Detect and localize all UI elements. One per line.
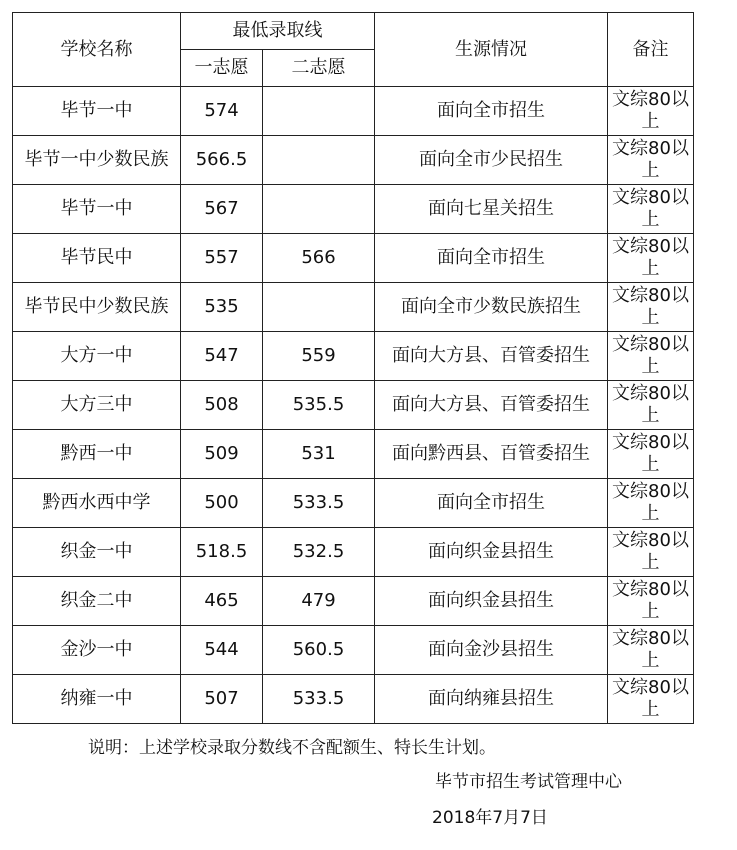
table-row — [13, 283, 694, 332]
table-row — [13, 185, 694, 234]
second-choice-cell — [263, 87, 375, 136]
source-cell: 面向大方县、百管委招生 — [375, 332, 608, 381]
source-cell: 面向全市招生 — [375, 479, 608, 528]
table-row — [13, 626, 694, 675]
first-choice-cell: 535 — [181, 283, 263, 332]
school-cell: 大方一中 — [13, 332, 181, 381]
first-choice-cell: 574 — [181, 87, 263, 136]
school-cell: 毕节一中 — [13, 185, 181, 234]
first-choice-cell: 500 — [181, 479, 263, 528]
second-choice-cell: 566 — [263, 234, 375, 283]
first-choice-cell: 507 — [181, 675, 263, 724]
source-cell: 面向七星关招生 — [375, 185, 608, 234]
second-choice-cell — [263, 283, 375, 332]
remark-cell: 文综80以上 — [608, 136, 694, 185]
school-cell: 毕节一中 — [13, 87, 181, 136]
table-row — [13, 577, 694, 626]
issuer: 毕节市招生考试管理中心 — [435, 772, 622, 792]
first-choice-cell: 508 — [181, 381, 263, 430]
remark-cell: 文综80以上 — [608, 626, 694, 675]
header-remark: 备注 — [608, 13, 694, 87]
first-choice-cell: 544 — [181, 626, 263, 675]
source-cell: 面向全市招生 — [375, 87, 608, 136]
first-choice-cell: 567 — [181, 185, 263, 234]
source-cell: 面向纳雍县招生 — [375, 675, 608, 724]
remark-cell: 文综80以上 — [608, 332, 694, 381]
second-choice-cell: 535.5 — [263, 381, 375, 430]
source-cell: 面向大方县、百管委招生 — [375, 381, 608, 430]
remark-cell: 文综80以上 — [608, 479, 694, 528]
first-choice-cell: 566.5 — [181, 136, 263, 185]
school-cell: 金沙一中 — [13, 626, 181, 675]
table-row — [13, 332, 694, 381]
school-cell: 毕节一中少数民族 — [13, 136, 181, 185]
second-choice-cell: 533.5 — [263, 479, 375, 528]
table-row — [13, 234, 694, 283]
table-row — [13, 430, 694, 479]
first-choice-cell: 509 — [181, 430, 263, 479]
table-row — [13, 87, 694, 136]
second-choice-cell — [263, 136, 375, 185]
school-cell: 毕节民中 — [13, 234, 181, 283]
footnote: 说明：上述学校录取分数线不含配额生、特长生计划。 — [88, 738, 496, 758]
second-choice-cell: 479 — [263, 577, 375, 626]
school-cell: 织金二中 — [13, 577, 181, 626]
school-cell: 纳雍一中 — [13, 675, 181, 724]
remark-cell: 文综80以上 — [608, 430, 694, 479]
source-cell: 面向织金县招生 — [375, 577, 608, 626]
header-second-choice: 二志愿 — [263, 50, 375, 87]
admission-score-table — [12, 12, 694, 724]
header-source: 生源情况 — [375, 13, 608, 87]
source-cell: 面向全市少数民族招生 — [375, 283, 608, 332]
remark-cell: 文综80以上 — [608, 185, 694, 234]
first-choice-cell: 465 — [181, 577, 263, 626]
table-row — [13, 136, 694, 185]
source-cell: 面向金沙县招生 — [375, 626, 608, 675]
school-cell: 黔西水西中学 — [13, 479, 181, 528]
source-cell: 面向全市少民招生 — [375, 136, 608, 185]
remark-cell: 文综80以上 — [608, 381, 694, 430]
remark-cell: 文综80以上 — [608, 283, 694, 332]
second-choice-cell: 533.5 — [263, 675, 375, 724]
issue-date: 2018年7月7日 — [432, 808, 548, 828]
school-cell: 黔西一中 — [13, 430, 181, 479]
header-first-choice: 一志愿 — [181, 50, 263, 87]
first-choice-cell: 547 — [181, 332, 263, 381]
second-choice-cell: 531 — [263, 430, 375, 479]
first-choice-cell: 518.5 — [181, 528, 263, 577]
table-row — [13, 528, 694, 577]
header-row-top — [13, 13, 694, 50]
header-min-score: 最低录取线 — [181, 13, 375, 50]
second-choice-cell: 532.5 — [263, 528, 375, 577]
second-choice-cell — [263, 185, 375, 234]
remark-cell: 文综80以上 — [608, 675, 694, 724]
school-cell: 大方三中 — [13, 381, 181, 430]
remark-cell: 文综80以上 — [608, 528, 694, 577]
second-choice-cell: 560.5 — [263, 626, 375, 675]
first-choice-cell: 557 — [181, 234, 263, 283]
table-row — [13, 381, 694, 430]
remark-cell: 文综80以上 — [608, 234, 694, 283]
table-row — [13, 675, 694, 724]
remark-cell: 文综80以上 — [608, 577, 694, 626]
second-choice-cell: 559 — [263, 332, 375, 381]
remark-cell: 文综80以上 — [608, 87, 694, 136]
source-cell: 面向织金县招生 — [375, 528, 608, 577]
table-row — [13, 479, 694, 528]
header-school: 学校名称 — [13, 13, 181, 87]
school-cell: 织金一中 — [13, 528, 181, 577]
source-cell: 面向全市招生 — [375, 234, 608, 283]
source-cell: 面向黔西县、百管委招生 — [375, 430, 608, 479]
school-cell: 毕节民中少数民族 — [13, 283, 181, 332]
